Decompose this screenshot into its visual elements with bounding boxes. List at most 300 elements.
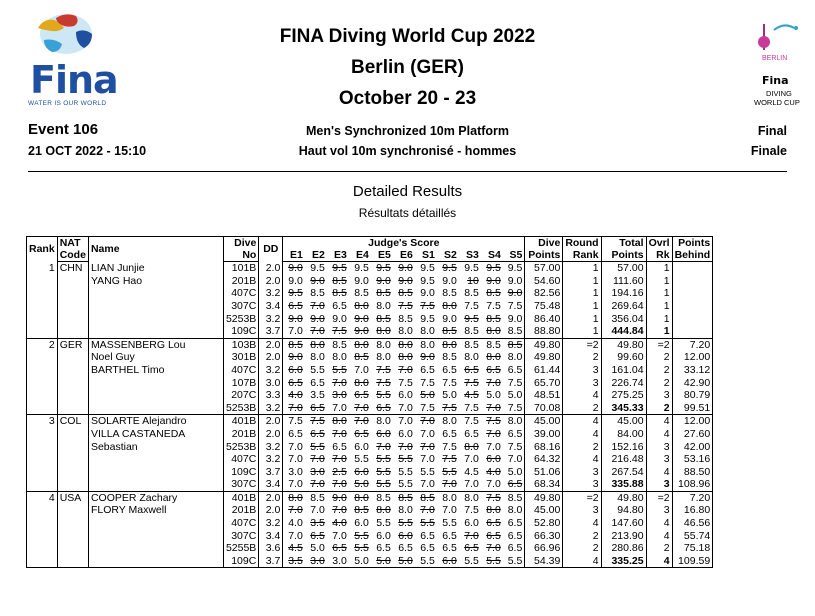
judge-score: 8.5 — [464, 338, 479, 351]
nat-code — [57, 441, 88, 454]
dive-points: 70.08 — [525, 402, 563, 415]
athlete-name: Sebastian — [88, 441, 223, 454]
total-points: 269.64 — [601, 300, 646, 313]
judge-score: 7.0 — [288, 529, 303, 542]
judge-score: 9.0 — [310, 312, 325, 325]
athlete-name — [88, 325, 223, 338]
judge-score: 6.5 — [503, 478, 525, 491]
table-row — [27, 453, 713, 466]
overall-rank: 4 — [646, 517, 672, 530]
judge-score: 8.0 — [354, 338, 369, 351]
judge-score: 5.5 — [503, 555, 525, 568]
judge-score: 8.5 — [376, 312, 391, 325]
judge-score: 8.0 — [464, 440, 479, 453]
round-rank: =2 — [563, 338, 601, 351]
judge-score: 8.5 — [507, 491, 523, 504]
judge-score: 6.5 — [376, 542, 391, 555]
col-dive-no: No — [223, 249, 258, 262]
judge-score: 6.5 — [464, 363, 479, 376]
nat-code — [57, 389, 88, 402]
judge-score: 8.0 — [288, 491, 303, 504]
judge-score: 8.5 — [486, 338, 501, 351]
points-behind: 42.00 — [672, 441, 713, 454]
table-row — [27, 287, 713, 300]
total-points: 267.54 — [601, 466, 646, 479]
judge-score: 9.0 — [288, 312, 303, 325]
round-rank: 1 — [563, 300, 601, 313]
judge-score: 9.5 — [420, 312, 435, 325]
dive-number: 109C — [223, 325, 258, 338]
team-rank — [27, 428, 58, 441]
dive-points: 66.96 — [525, 542, 563, 555]
judge-score: 7.0 — [486, 376, 501, 389]
athlete-name: LIAN Junjie — [88, 262, 223, 275]
points-behind: 33.12 — [672, 364, 713, 377]
judge-score: 6.0 — [437, 555, 459, 568]
dive-points: 68.34 — [525, 478, 563, 491]
overall-rank: 2 — [646, 364, 672, 377]
table-row — [27, 351, 713, 364]
judge-score: 6.5 — [486, 517, 501, 530]
judge-score: 8.0 — [376, 351, 391, 364]
competition-location: Berlin (GER) — [351, 57, 464, 78]
judge-score: 7.5 — [420, 299, 435, 312]
dive-points: 82.56 — [525, 287, 563, 300]
judge-score: 8.0 — [442, 338, 457, 351]
event-name-fr: Haut vol 10m synchronisé - hommes — [298, 144, 517, 158]
athlete-name — [88, 300, 223, 313]
points-behind: 12.00 — [672, 351, 713, 364]
judge-score: 7.0 — [305, 325, 327, 338]
nat-code — [57, 287, 88, 300]
points-behind: 27.60 — [672, 428, 713, 441]
judge-score: 7.0 — [486, 440, 501, 453]
judge-score: 6.5 — [398, 542, 413, 555]
overall-rank: 1 — [646, 262, 672, 275]
table-row — [27, 389, 713, 402]
judge-score: 9.5 — [420, 274, 435, 287]
nat-code: CHN — [57, 262, 88, 275]
nat-code — [57, 530, 88, 543]
judge-score: 9.0 — [486, 274, 501, 287]
team-rank — [27, 300, 58, 313]
dive-number: 407C — [231, 287, 257, 300]
judge-score: 6.0 — [398, 427, 413, 440]
judge-score: 7.0 — [464, 453, 479, 466]
difficulty: 3.7 — [259, 466, 283, 479]
team-rank — [27, 453, 58, 466]
athlete-name — [88, 389, 223, 402]
judge-score: 6.0 — [486, 453, 501, 466]
total-points: 275.25 — [601, 389, 646, 402]
judge-score: 8.0 — [376, 299, 391, 312]
athlete-name: Noel Guy — [88, 351, 223, 364]
event-number: Event 106 — [28, 121, 99, 138]
athlete-name: SOLARTE Alejandro — [88, 415, 223, 428]
judge-score: 9.0 — [398, 262, 413, 275]
dive-number: 301B — [231, 351, 257, 364]
dive-number: 407C — [231, 453, 257, 466]
dive-points: 48.51 — [525, 389, 563, 402]
col-round: Round — [563, 237, 601, 250]
judge-score: 8.0 — [376, 415, 391, 428]
points-behind: 12.00 — [672, 415, 713, 428]
judge-score: 6.0 — [354, 440, 369, 453]
points-behind — [672, 313, 713, 326]
judge-score: 8.0 — [376, 338, 391, 351]
team-rank — [27, 478, 58, 491]
dive-points: 57.00 — [525, 262, 563, 275]
nat-code — [57, 364, 88, 377]
points-behind: 16.80 — [672, 504, 713, 517]
table-row — [27, 262, 713, 275]
table-row — [27, 364, 713, 377]
round-rank: 3 — [563, 504, 601, 517]
dive-points: 68.16 — [525, 441, 563, 454]
judge-score: 8.0 — [376, 504, 391, 517]
athlete-name — [88, 377, 223, 390]
competition-title: FINA Diving World Cup 2022 — [279, 26, 536, 47]
dive-number: 5255B — [225, 542, 257, 555]
judge-score: 7.0 — [332, 504, 347, 517]
dive-number: 307C — [223, 478, 258, 491]
judge-score: 2.5 — [332, 465, 347, 478]
dive-points: 61.44 — [525, 364, 563, 377]
col-dd: DD — [259, 237, 283, 262]
judge-score: 4.5 — [464, 465, 479, 478]
points-behind — [672, 275, 713, 288]
judge-score: 7.0 — [415, 478, 437, 491]
phase-fr: Finale — [750, 144, 787, 158]
judge-score: 8.5 — [503, 325, 525, 338]
difficulty: 2.0 — [259, 351, 283, 364]
overall-rank: 1 — [646, 275, 672, 288]
judge-score: 9.5 — [442, 262, 457, 275]
team-rank — [27, 441, 58, 454]
judge-score: 7.5 — [415, 402, 437, 415]
judge-score: 5.0 — [349, 478, 371, 491]
judge-score: 5.5 — [376, 389, 391, 402]
judge-score: 9.0 — [376, 274, 391, 287]
judge-score: 3.5 — [310, 517, 325, 530]
col-s1: S1 — [415, 249, 437, 262]
total-points: 356.04 — [601, 313, 646, 326]
judge-score: 6.5 — [332, 299, 347, 312]
points-behind: 53.16 — [672, 453, 713, 466]
overall-rank: 1 — [646, 325, 672, 338]
athlete-name — [88, 530, 223, 543]
judge-score: 7.5 — [459, 402, 481, 415]
judge-score: 8.0 — [398, 338, 413, 351]
judge-score: 8.5 — [437, 325, 459, 338]
nat-code: COL — [57, 415, 88, 428]
round-rank: 1 — [563, 275, 601, 288]
judge-score: 9.5 — [376, 262, 391, 275]
dive-number: 201B — [231, 427, 257, 440]
team-rank — [27, 504, 58, 517]
col-rank: Rank — [27, 237, 58, 262]
judge-score: 8.0 — [486, 504, 501, 517]
judge-score: 6.5 — [288, 376, 303, 389]
judge-score: 6.0 — [376, 427, 391, 440]
round-rank: 3 — [563, 478, 601, 491]
dive-number: 107B — [231, 376, 257, 389]
judge-score: 7.5 — [464, 376, 479, 389]
round-rank: 3 — [563, 364, 601, 377]
judge-score: 8.5 — [420, 491, 435, 504]
judge-score: 8.5 — [442, 351, 457, 364]
athlete-name — [88, 555, 223, 568]
points-behind: 55.74 — [672, 530, 713, 543]
col-s3: S3 — [459, 249, 481, 262]
total-points: 444.84 — [601, 325, 646, 338]
judge-score: 5.5 — [420, 517, 435, 530]
judge-score: 8.0 — [486, 351, 501, 364]
logo-city: BERLIN — [762, 55, 788, 62]
judge-score: 9.5 — [507, 262, 523, 275]
dive-points: 52.80 — [525, 517, 563, 530]
judge-score: 8.5 — [332, 338, 347, 351]
judge-score: 6.5 — [486, 363, 501, 376]
judge-score: 3.0 — [310, 465, 325, 478]
judge-score: 8.0 — [332, 415, 347, 428]
overall-rank: =2 — [646, 491, 672, 504]
athlete-name — [88, 287, 223, 300]
difficulty: 3.2 — [259, 517, 283, 530]
judge-score: 5.0 — [310, 542, 325, 555]
judge-score: 6.5 — [507, 363, 523, 376]
team-rank — [27, 351, 58, 364]
judge-score: 9.0 — [349, 325, 371, 338]
total-points: 49.80 — [601, 491, 646, 504]
judge-score: 9.0 — [442, 312, 457, 325]
round-rank: 1 — [563, 325, 601, 338]
difficulty: 3.2 — [259, 364, 283, 377]
round-rank: 4 — [563, 428, 601, 441]
judge-score: 5.5 — [398, 465, 413, 478]
judge-score: 4.0 — [288, 517, 303, 530]
judge-score: 7.5 — [376, 363, 391, 376]
judge-score: 8.0 — [481, 325, 503, 338]
judge-score: 8.0 — [507, 504, 523, 517]
points-behind: 42.90 — [672, 377, 713, 390]
team-rank — [27, 275, 58, 288]
overall-rank: 2 — [646, 402, 672, 415]
col-s5: S5 — [503, 249, 525, 262]
athlete-name: VILLA CASTANEDA — [88, 428, 223, 441]
judge-score: 9.0 — [288, 351, 303, 364]
total-points: 147.60 — [601, 517, 646, 530]
judge-score: 6.5 — [310, 427, 325, 440]
judge-score: 6.0 — [398, 529, 413, 542]
judge-score: 8.5 — [310, 287, 325, 300]
table-row — [27, 313, 713, 326]
nat-code — [57, 478, 88, 491]
points-behind: 108.96 — [672, 478, 713, 491]
judge-score: 7.0 — [481, 478, 503, 491]
round-rank: 2 — [563, 441, 601, 454]
judge-score: 6.5 — [310, 376, 325, 389]
points-behind — [672, 262, 713, 275]
col-e1: E1 — [283, 249, 305, 262]
difficulty: 2.0 — [259, 275, 283, 288]
results-heading-fr: Résultats détaillés — [358, 206, 457, 220]
judge-score: 5.5 — [371, 478, 393, 491]
judge-score: 5.5 — [459, 555, 481, 568]
col-behind: Points — [672, 237, 713, 250]
total-points: 335.88 — [601, 478, 646, 491]
dive-number: 101B — [231, 262, 257, 275]
fina-logo-text: Fina — [30, 58, 118, 102]
overall-rank: 3 — [646, 504, 672, 517]
judge-score: 7.0 — [442, 504, 457, 517]
judge-score: 4.0 — [332, 517, 347, 530]
judge-score: 6.5 — [288, 299, 303, 312]
col-round-2: Rank — [563, 249, 601, 262]
total-points: 99.60 — [601, 351, 646, 364]
team-rank — [27, 364, 58, 377]
judge-score: 5.5 — [481, 555, 503, 568]
total-points: 111.60 — [601, 275, 646, 288]
judge-score: 5.5 — [376, 453, 391, 466]
overall-rank: 4 — [646, 428, 672, 441]
fina-tagline: WATER IS OUR WORLD — [28, 100, 107, 107]
table-row — [27, 504, 713, 517]
judge-score: 7.0 — [305, 478, 327, 491]
judge-score: 5.5 — [415, 555, 437, 568]
judge-score: 7.0 — [420, 504, 435, 517]
judge-score: 5.5 — [332, 363, 347, 376]
judge-score: 5.5 — [420, 465, 435, 478]
judge-score: 5.0 — [507, 465, 523, 478]
judge-score: 9.0 — [354, 312, 369, 325]
judge-score: 7.5 — [486, 415, 501, 428]
difficulty: 3.7 — [259, 325, 283, 338]
col-e6: E6 — [393, 249, 415, 262]
athlete-name — [88, 453, 223, 466]
team-rank: 4 — [27, 491, 58, 504]
judge-score: 6.5 — [420, 529, 435, 542]
total-points: 216.48 — [601, 453, 646, 466]
difficulty: 2.0 — [259, 415, 283, 428]
col-ovrl-2: Rk — [646, 249, 672, 262]
round-rank: 3 — [563, 466, 601, 479]
judge-score: 6.0 — [354, 517, 369, 530]
judge-score: 8.0 — [464, 491, 479, 504]
judge-score: 8.0 — [442, 491, 457, 504]
logo-line1: DIVING — [766, 89, 792, 98]
team-rank — [27, 325, 58, 338]
judge-score: 5.5 — [354, 542, 369, 555]
judge-score: 8.0 — [354, 299, 369, 312]
athlete-name — [88, 466, 223, 479]
table-row — [27, 415, 713, 428]
judge-score: 9.0 — [332, 491, 347, 504]
judge-score: 8.0 — [442, 415, 457, 428]
overall-rank: 3 — [646, 453, 672, 466]
table-row — [27, 325, 713, 338]
judge-score: 5.5 — [310, 363, 325, 376]
dive-number: 103B — [231, 338, 257, 351]
judge-score: 8.0 — [398, 504, 413, 517]
judge-score: 6.0 — [398, 389, 413, 402]
judge-score: 7.0 — [310, 453, 325, 466]
points-behind — [672, 325, 713, 338]
judge-score: 7.0 — [354, 415, 369, 428]
dive-number: 5253B — [225, 440, 257, 453]
judge-score: 8.0 — [464, 351, 479, 364]
judge-score: 9.0 — [310, 274, 325, 287]
judge-score: 8.5 — [442, 287, 457, 300]
athlete-name — [88, 402, 223, 415]
round-rank: 2 — [563, 542, 601, 555]
judge-score: 9.0 — [288, 262, 303, 275]
judge-score: 7.5 — [464, 299, 479, 312]
difficulty: 3.2 — [259, 313, 283, 326]
table-row — [27, 542, 713, 555]
judge-score: 5.0 — [486, 389, 501, 402]
dive-number: 307C — [231, 299, 257, 312]
dive-points: 65.70 — [525, 377, 563, 390]
dive-points: 75.48 — [525, 300, 563, 313]
judge-score: 8.5 — [332, 287, 347, 300]
judge-score: 9.5 — [486, 262, 501, 275]
nat-code — [57, 313, 88, 326]
table-row — [27, 555, 713, 568]
judge-score: 6.5 — [442, 529, 457, 542]
judge-score: 7.5 — [310, 415, 325, 428]
judge-score: 6.0 — [464, 517, 479, 530]
points-behind: 75.18 — [672, 542, 713, 555]
judge-score: 9.0 — [398, 274, 413, 287]
judge-score: 8.5 — [464, 287, 479, 300]
dive-points: 49.80 — [525, 351, 563, 364]
judge-score: 9.0 — [354, 274, 369, 287]
judge-score: 7.5 — [442, 440, 457, 453]
judge-score: 7.5 — [376, 376, 391, 389]
round-rank: 4 — [563, 415, 601, 428]
judge-score: 5.5 — [442, 465, 457, 478]
total-points: 213.90 — [601, 530, 646, 543]
points-behind — [672, 300, 713, 313]
dive-number: 201B — [231, 504, 257, 517]
judge-score: 7.0 — [288, 453, 303, 466]
overall-rank: 2 — [646, 542, 672, 555]
overall-rank: 1 — [646, 300, 672, 313]
difficulty: 3.6 — [259, 542, 283, 555]
judge-score: 8.0 — [507, 415, 523, 428]
judge-score: 9.0 — [420, 287, 435, 300]
judge-score: 7.5 — [327, 325, 349, 338]
judge-score: 9.0 — [507, 312, 523, 325]
dive-points: 64.32 — [525, 453, 563, 466]
judge-score: 9.5 — [464, 312, 479, 325]
team-rank — [27, 555, 58, 568]
nat-code — [57, 377, 88, 390]
judge-score: 6.5 — [332, 542, 347, 555]
table-row — [27, 402, 713, 415]
team-rank — [27, 530, 58, 543]
dive-number: 401B — [231, 491, 257, 504]
judge-score: 9.5 — [332, 262, 347, 275]
athlete-name — [88, 478, 223, 491]
overall-rank: =2 — [646, 338, 672, 351]
dive-number: 207C — [231, 389, 257, 402]
col-dive: Dive — [223, 237, 258, 250]
judge-score: 7.5 — [486, 491, 501, 504]
athlete-name: FLORY Maxwell — [88, 504, 223, 517]
judge-score: 9.5 — [310, 262, 325, 275]
